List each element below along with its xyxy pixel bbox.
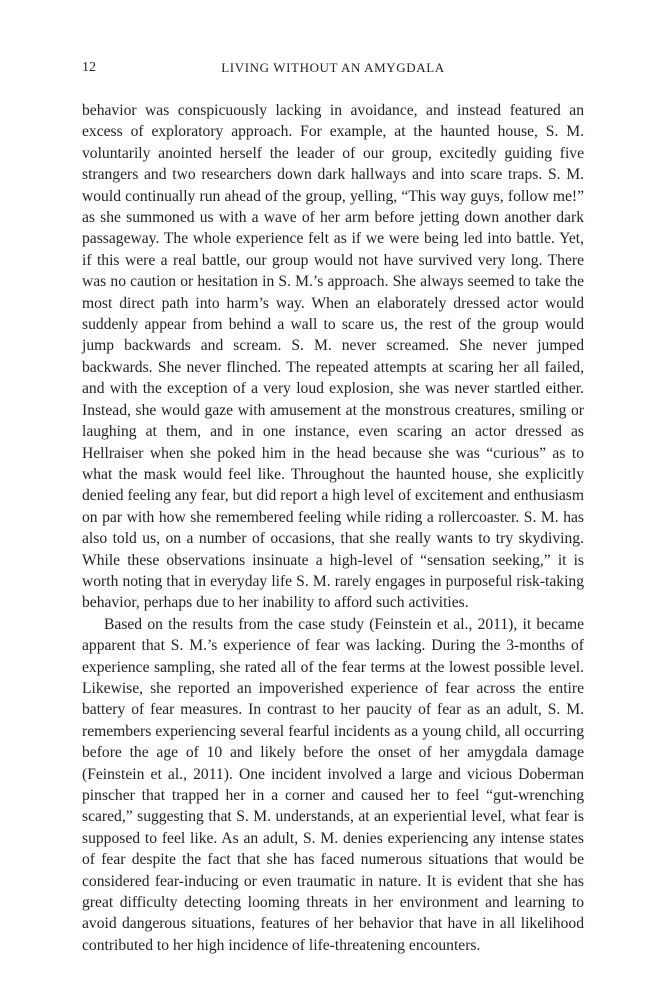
body-text: [82, 100, 584, 956]
paragraph: Based on the results from the case study (Feinstein et al., 2011), it became apparent that S. M.’s experience of fear was lacking. During the 3-months of experience sampling, she rated all of the fear terms at the lowest possible level. Likewise, she reported an impoverished experience of fear across the entire battery of fear measures. In contrast to her paucity of fear as an adult, S. M. remembers experiencing several fearful incidents as a young child, all occurring before the age of 10 and likely before the onset of her amygdala damage (Feinstein et al., 2011). One incident involved a large and vicious Doberman pinscher that trapped her in a corner and caused her to feel “gut-wrenching scared,” suggesting that S. M. understands, at an experiential level, what fear is supposed to feel like. As an adult, S. M. denies experiencing any intense states of fear despite the fact that she has faced numerous situations that would be considered fear-inducing or even traumatic in nature. It is evident that she has great difficulty detecting looming threats in her environment and learning to avoid dangerous situations, features of her behavior that have in all likelihood contributed to her high incidence of life-threatening encounters.: [82, 615, 584, 954]
running-head: LIVING WITHOUT AN AMYGDALA: [221, 60, 445, 75]
page-number: 12: [82, 60, 96, 75]
page-header: [82, 60, 584, 82]
paragraph-continued: behavior was conspicuously lacking in avoidance, and instead featured an excess of exploratory approach. For example, at the haunted house, S. M. voluntarily anointed herself the leader of our group, excitedly guiding five strangers and two researchers down dark hallways and into scare traps. S. M. would continually run ahead of the group, yelling, “This way guys, follow me!” as she summoned us with a wave of her arm before jetting down another dark passageway. The whole experience felt as if we were being led into battle. Yet, if this were a real battle, our group would not have survived very long. There was no caution or hesitation in S. M.’s approach. She always seemed to take the most direct path into harm’s way. When an elaborately dressed actor would suddenly appear from behind a wall to scare us, the rest of the group would jump backwards and scream. S. M. never screamed. She never jumped backwards. She never flinched. The repeated attempts at scaring her all failed, and with the exception of a very loud explosion, she was never startled either. Instead, she would gaze with amusement at the monstrous creatures, smiling or laughing at them, and in one instance, even scaring an actor dressed as Hellraiser when she poked him in the head because she was “curious” as to what the mask would feel like. Throughout the haunted house, she explicitly denied feeling any fear, but did report a high level of excitement and enthusiasm on par with how she remembered feeling while riding a rollercoaster. S. M. has also told us, on a number of occasions, that she really wants to try skydiving. While these observations insinuate a high-level of “sensation seeking,” it is worth noting that in everyday life S. M. rarely engages in purposeful risk-taking behavior, perhaps due to her inability to afford such activities.: [82, 102, 584, 612]
